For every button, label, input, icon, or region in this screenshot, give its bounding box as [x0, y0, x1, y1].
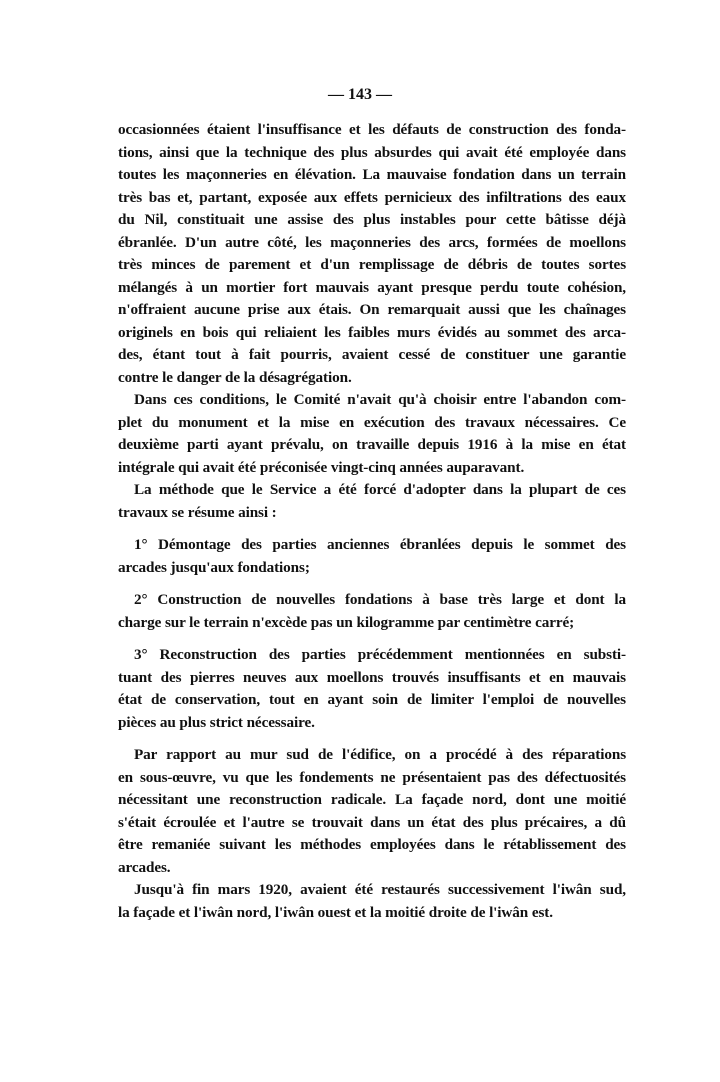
text-line: Dans ces conditions, le Comité n'avait qu'à choisir entre l'abandon com- [134, 391, 626, 408]
text-line: pièces au plus strict nécessaire. [118, 713, 315, 731]
text-line: tuant des pierres neuves aux moellons trouvés insuffisants et en mauvais [118, 668, 626, 686]
text-line: arcades jusqu'aux fondations; [118, 558, 310, 576]
text-line: occasionnées étaient l'insuffisance et les défauts de construction des fonda- [118, 121, 626, 138]
text-line: Jusqu'à fin mars 1920, avaient été restaurés successivement l'iwân sud, [134, 881, 626, 898]
text-line: plet du monument et la mise en exécution des travaux nécessaires. Ce [118, 413, 626, 431]
text-line: toutes les maçonneries en élévation. La mauvaise fondation dans un terrain [118, 166, 626, 183]
text-line: ébranlée. D'un autre côté, les maçonneries des arcs, formées de moellons [118, 233, 626, 251]
paragraph [118, 119, 626, 389]
text-line: très minces de parement et d'un remplissage de débris de toutes sortes [118, 256, 626, 273]
text-line: contre le danger de la désagrégation. [118, 368, 352, 386]
text-line: état de conservation, tout en ayant soin de limiter l'emploi de nouvelles [118, 691, 626, 708]
text-line: très bas et, partant, exposée aux effets pernicieux des infiltrations des eaux [118, 188, 626, 206]
text-line: nécessitant une reconstruction radicale. La façade nord, dont une moitié [118, 791, 626, 808]
text-line: charge sur le terrain n'excède pas un kilogramme par centimètre carré; [118, 613, 575, 631]
paragraph [118, 479, 626, 524]
list-item [118, 534, 626, 579]
text-line: des, étant tout à fait pourris, avaient cessé de constituer une garantie [118, 346, 626, 363]
paragraph [118, 389, 626, 479]
text-line: 2° Construction de nouvelles fondations à base très large et dont la [134, 591, 626, 608]
text-line: 1° Démontage des parties anciennes ébranlées depuis le sommet des [134, 536, 626, 553]
text-line: deuxième parti ayant prévalu, on travaille depuis 1916 à la mise en état [118, 436, 626, 453]
paragraph [118, 744, 626, 879]
text-line: La méthode que le Service a été forcé d'adopter dans la plupart de ces [134, 481, 626, 498]
body-text [118, 119, 626, 924]
text-line: n'offraient aucune prise aux étais. On remarquait aussi que les chaînages [118, 301, 626, 318]
list-item [118, 644, 626, 734]
text-line: la façade et l'iwân nord, l'iwân ouest et la moitié droite de l'iwân est. [118, 903, 553, 921]
text-line: être remaniée suivant les méthodes employées dans le rétablissement des [118, 836, 626, 853]
text-line: du Nil, constituait une assise des plus instables pour cette bâtisse déjà [118, 211, 626, 228]
text-line: arcades. [118, 858, 171, 876]
text-line: intégrale qui avait été préconisée vingt-cinq années auparavant. [118, 458, 525, 476]
list-item [118, 589, 626, 634]
text-line: tions, ainsi que la technique des plus absurdes qui avait été employée dans [118, 143, 626, 161]
text-line: Par rapport au mur sud de l'édifice, on a procédé à des réparations [134, 746, 626, 763]
text-line: en sous-œuvre, vu que les fondements ne présentaient pas des défectuosités [118, 768, 626, 786]
text-line: mélangés à un mortier fort mauvais ayant presque perdu toute cohésion, [118, 278, 626, 296]
text-line: 3° Reconstruction des parties précédemment mentionnées en substi- [134, 646, 626, 663]
paragraph [118, 879, 626, 924]
text-line: s'était écroulée et l'autre se trouvait dans un état des plus précaires, a dû [118, 813, 626, 831]
page-number: — 143 — [328, 86, 392, 103]
text-line: travaux se résume ainsi : [118, 503, 277, 521]
text-line: originels en bois qui reliaient les faibles murs évidés au sommet des arca- [118, 323, 626, 341]
